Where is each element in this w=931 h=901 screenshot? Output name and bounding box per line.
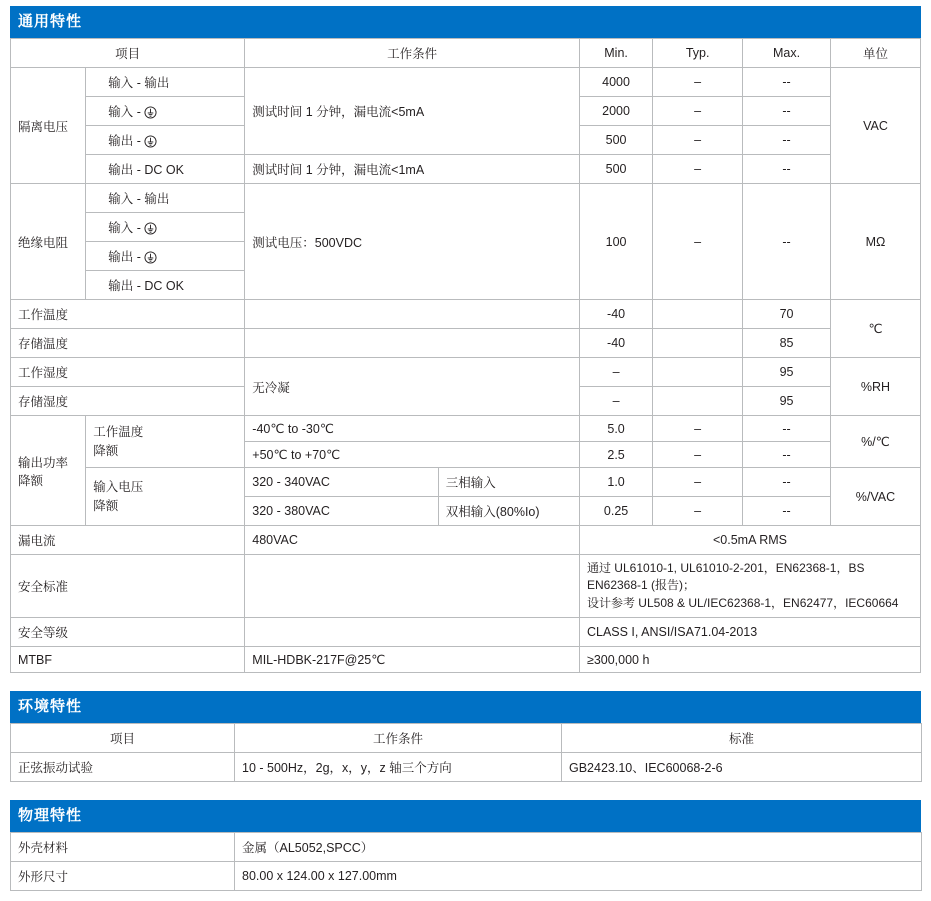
row-label-vibration-test: 正弦振动试验 (11, 753, 235, 782)
ground-icon (144, 251, 156, 263)
value-mtbf: ≥300,000 h (579, 647, 920, 673)
sub-label-text: 输出 - (108, 134, 141, 148)
table-row (11, 555, 921, 618)
cond-derating-320-340vac: 320 - 340VAC (245, 468, 438, 497)
derating-temp-line2: 降额 (93, 443, 119, 458)
value-typ: – (653, 442, 743, 468)
value-max: -- (743, 184, 831, 300)
table-header-row (11, 39, 921, 68)
row-label-storage-temperature: 存储温度 (11, 329, 245, 358)
unit-percent-per-celsius: %/℃ (830, 416, 920, 468)
sub-label-out-ground (86, 242, 245, 271)
cond-empty (245, 329, 580, 358)
value-min: -40 (579, 300, 652, 329)
sub-label-in-ground (86, 213, 245, 242)
table-row (11, 526, 921, 555)
cond-480vac: 480VAC (245, 526, 580, 555)
cond-no-condensation: 无冷凝 (245, 358, 580, 416)
unit-celsius: ℃ (830, 300, 920, 358)
section-title-general: 通用特性 (10, 6, 921, 38)
section-title-physical: 物理特性 (10, 800, 921, 832)
ground-icon (144, 106, 156, 118)
general-specs-table (10, 38, 921, 673)
row-label-isolation-voltage: 隔离电压 (11, 68, 86, 184)
row-label-operating-humidity: 工作湿度 (11, 358, 245, 387)
sub-label-in-out: 输入 - 输出 (86, 68, 245, 97)
value-min: 0.25 (579, 497, 652, 526)
derating-volt-line1: 输入电压 (93, 480, 144, 495)
safety-standard-line1: 通过 UL61010-1, UL61010-2-201，EN62368-1，BS (586, 561, 865, 575)
header-typ: Typ. (653, 39, 743, 68)
table-row (11, 155, 921, 184)
table-row (11, 468, 921, 497)
value-min: – (579, 387, 652, 416)
row-label-insulation-resistance: 绝缘电阻 (11, 184, 86, 300)
cond-vibration-test: 10 - 500Hz，2g，x，y，z 轴三个方向 (235, 753, 562, 782)
value-typ (653, 387, 743, 416)
value-case-material: 金属（AL5052,SPCC） (235, 833, 922, 862)
table-row (11, 862, 922, 891)
value-max: 70 (743, 300, 831, 329)
sub-label-text: 输入 - (108, 105, 141, 119)
cond-three-phase-input: 三相输入 (438, 468, 579, 497)
table-row (11, 329, 921, 358)
sub-label-text: 输出 - (108, 250, 141, 264)
cond-derating-high-temp: +50℃ to +70℃ (245, 442, 580, 468)
table-row (11, 647, 921, 673)
header-condition: 工作条件 (245, 39, 580, 68)
table-row (11, 833, 922, 862)
cond-isolation-1min-5ma: 测试时间 1 分钟，漏电流<5mA (245, 68, 580, 155)
safety-standard-line3: 设计参考 UL508 & UL/IEC62368-1，EN62477，IEC60664 (586, 595, 899, 610)
unit-vac: VAC (830, 68, 920, 184)
sub-label-out-dcok: 输出 - DC OK (86, 271, 245, 300)
value-min: – (579, 358, 652, 387)
sub-label-voltage-derating (86, 468, 245, 526)
header-item: 项目 (11, 39, 245, 68)
row-label-case-material: 外壳材料 (11, 833, 235, 862)
value-typ (653, 329, 743, 358)
table-row (11, 416, 921, 442)
cond-derating-low-temp: -40℃ to -30℃ (245, 416, 580, 442)
value-max: -- (743, 416, 831, 442)
header-unit: 单位 (830, 39, 920, 68)
value-safety-class: CLASS I, ANSI/ISA71.04-2013 (579, 618, 920, 647)
sub-label-out-ground (86, 126, 245, 155)
row-label-operating-temperature: 工作温度 (11, 300, 245, 329)
value-min: 4000 (579, 68, 652, 97)
unit-rh: %RH (830, 358, 920, 416)
value-max: 85 (743, 329, 831, 358)
value-max: -- (743, 68, 831, 97)
unit-megaohm: MΩ (830, 184, 920, 300)
ground-icon (144, 222, 156, 234)
derating-temp-line1: 工作温度 (93, 425, 144, 440)
safety-standard-line2: EN62368-1 (报告)； (586, 578, 696, 593)
value-dimensions: 80.00 x 124.00 x 127.00mm (235, 862, 922, 891)
value-max: -- (743, 126, 831, 155)
sub-label-in-ground (86, 97, 245, 126)
header-item: 项目 (11, 724, 235, 753)
sub-label-text: 输入 - (108, 221, 141, 235)
value-safety-standard (579, 555, 920, 618)
sub-label-in-out: 输入 - 输出 (86, 184, 245, 213)
value-typ: – (653, 468, 743, 497)
sub-label-out-dcok: 输出 - DC OK (86, 155, 245, 184)
row-label-storage-humidity: 存储湿度 (11, 387, 245, 416)
value-max: -- (743, 468, 831, 497)
table-header-row (11, 724, 922, 753)
row-label-mtbf: MTBF (11, 647, 245, 673)
physical-specs-table (10, 832, 922, 891)
row-label-leakage-current: 漏电流 (11, 526, 245, 555)
value-min: 2.5 (579, 442, 652, 468)
table-row (11, 184, 921, 213)
row-label-output-power-derating: 输出功率降额 (11, 416, 86, 526)
value-typ: – (653, 155, 743, 184)
ground-icon (144, 135, 156, 147)
value-min: -40 (579, 329, 652, 358)
value-min: 5.0 (579, 416, 652, 442)
table-row (11, 300, 921, 329)
table-row (11, 753, 922, 782)
value-min: 1.0 (579, 468, 652, 497)
header-standard: 标准 (562, 724, 922, 753)
sub-label-temperature-derating (86, 416, 245, 468)
value-max: -- (743, 497, 831, 526)
value-leakage: <0.5mA RMS (579, 526, 920, 555)
value-vibration-standard: GB2423.10、IEC60068-2-6 (562, 753, 922, 782)
value-min: 2000 (579, 97, 652, 126)
value-min: 500 (579, 126, 652, 155)
derating-volt-line2: 降额 (93, 498, 119, 513)
section-title-environment: 环境特性 (10, 691, 921, 723)
value-max: -- (743, 442, 831, 468)
cond-two-phase-input: 双相输入(80%Io) (438, 497, 579, 526)
header-min: Min. (579, 39, 652, 68)
value-max: -- (743, 155, 831, 184)
value-max: -- (743, 97, 831, 126)
header-condition: 工作条件 (235, 724, 562, 753)
value-min: 100 (579, 184, 652, 300)
unit-percent-per-vac: %/VAC (830, 468, 920, 526)
cond-isolation-1min-1ma: 测试时间 1 分钟，漏电流<1mA (245, 155, 580, 184)
cond-derating-320-380vac: 320 - 380VAC (245, 497, 438, 526)
row-label-safety-class: 安全等级 (11, 618, 245, 647)
value-typ: – (653, 497, 743, 526)
header-max: Max. (743, 39, 831, 68)
cond-empty (245, 300, 580, 329)
value-max: 95 (743, 387, 831, 416)
cond-empty (245, 618, 580, 647)
value-typ: – (653, 126, 743, 155)
table-row (11, 618, 921, 647)
row-label-dimensions: 外形尺寸 (11, 862, 235, 891)
cond-empty (245, 555, 580, 618)
environment-specs-table (10, 723, 922, 782)
value-typ: – (653, 68, 743, 97)
value-min: 500 (579, 155, 652, 184)
value-typ (653, 358, 743, 387)
table-row (11, 358, 921, 387)
value-typ: – (653, 416, 743, 442)
table-row (11, 68, 921, 97)
value-typ: – (653, 97, 743, 126)
row-label-safety-standard: 安全标准 (11, 555, 245, 618)
cond-mtbf: MIL-HDBK-217F@25℃ (245, 647, 580, 673)
value-typ (653, 300, 743, 329)
value-max: 95 (743, 358, 831, 387)
cond-insulation-500vdc: 测试电压：500VDC (245, 184, 580, 300)
value-typ: – (653, 184, 743, 300)
